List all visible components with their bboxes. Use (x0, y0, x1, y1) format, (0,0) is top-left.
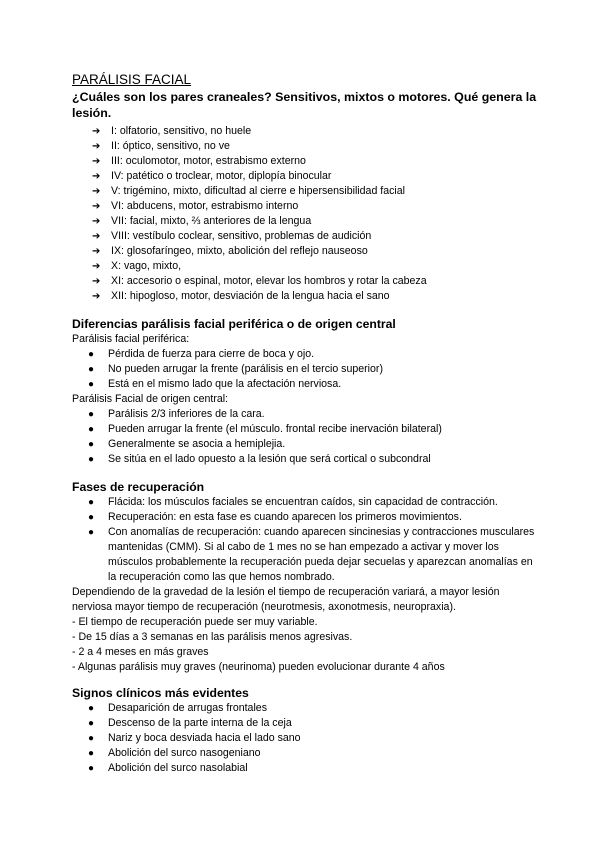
signs-heading: Signos clínicos más evidentes (72, 686, 249, 700)
arrow-icon: ➔ (92, 246, 101, 257)
list-item: ● Desaparición de arrugas frontales (88, 702, 267, 714)
peripheral-label: Parálisis facial periférica: (72, 333, 190, 345)
list-item: ➔ XI: accesorio o espinal, motor, elevar los hombros y rotar la cabeza (92, 275, 427, 287)
list-item: ● Recuperación: en esta fase es cuando aparecen los primeros movimientos. (88, 511, 462, 523)
arrow-icon: ➔ (92, 141, 101, 152)
arrow-icon: ➔ (92, 276, 101, 287)
list-item: ➔ XII: hipogloso, motor, desviación de la lengua hacia el sano (92, 290, 390, 302)
recovery-paragraph: Dependiendo de la gravedad de la lesión el tiempo de recuperación variará, a mayor lesión nerviosa mayor tiempo de recuperación (neurotmesis, axonotmesis, neuropraxia). (72, 586, 500, 613)
list-item: ➔ VII: facial, mixto, ⅔ anteriores de la lengua (92, 215, 312, 227)
bullet-icon: ● (88, 439, 95, 450)
arrow-icon: ➔ (92, 291, 101, 302)
differences-heading: Diferencias parálisis facial periférica o de origen central (72, 317, 396, 331)
bullet-icon: ● (88, 512, 95, 523)
document-title: PARÁLISIS FACIAL (72, 72, 192, 87)
list-item: ● Abolición del surco nasogeniano (88, 747, 261, 759)
bullet-icon: ● (88, 454, 95, 465)
list-item: ● Pueden arrugar la frente (el músculo. frontal recibe inervación bilateral) (88, 423, 442, 435)
arrow-icon: ➔ (92, 216, 101, 227)
list-item: ➔ III: oculomotor, motor, estrabismo externo (92, 155, 306, 167)
arrow-icon: ➔ (92, 156, 101, 167)
central-list (72, 407, 542, 467)
arrow-icon: ➔ (92, 261, 101, 272)
question-heading: ¿Cuáles son los pares craneales? Sensitivos, mixtos o motores. Qué genera la lesión. (72, 90, 537, 120)
arrow-icon: ➔ (92, 231, 101, 242)
bullet-icon: ● (88, 497, 95, 508)
recovery-list (72, 495, 542, 585)
bullet-icon: ● (88, 703, 95, 714)
list-item: ● Está en el mismo lado que la afectación nerviosa. (88, 378, 342, 390)
list-item: ● Flácida: los músculos faciales se encuentran caídos, sin capacidad de contracción. (88, 496, 498, 508)
bullet-icon: ● (88, 718, 95, 729)
bullet-icon: ● (88, 527, 95, 538)
list-item: ● Nariz y boca desviada hacia el lado sano (88, 732, 301, 744)
list-item: ➔ I: olfatorio, sensitivo, no huele (92, 125, 252, 137)
peripheral-list (72, 347, 542, 392)
list-item: ● Con anomalías de recuperación: cuando aparecen sincinesias y contracciones musculares mantenidas (CMM). Si al cabo de 1 mes no se han empezado a activar y mover los músculos probablemente la recuperación pueda dejar secuelas y aparezcan anomalías en la recuperación como las que hemos nombrado. (88, 526, 535, 583)
arrow-icon: ➔ (92, 126, 101, 137)
list-item: ● Generalmente se asocia a hemiplejia. (88, 438, 286, 450)
list-item: ➔ II: óptico, sensitivo, no ve (92, 140, 230, 152)
signs-list (72, 701, 542, 776)
list-item: ➔ VI: abducens, motor, estrabismo interno (92, 200, 299, 212)
bullet-icon: ● (88, 733, 95, 744)
list-item: ● No pueden arrugar la frente (parálisis en el tercio superior) (88, 363, 383, 375)
list-item: ● Parálisis 2/3 inferiores de la cara. (88, 408, 265, 420)
recovery-heading: Fases de recuperación (72, 480, 205, 494)
recovery-note: - El tiempo de recuperación puede ser muy variable. (72, 616, 318, 628)
arrow-icon: ➔ (92, 186, 101, 197)
bullet-icon: ● (88, 379, 95, 390)
arrow-icon: ➔ (92, 201, 101, 212)
bullet-icon: ● (88, 409, 95, 420)
list-item: ➔ IV: patético o troclear, motor, diplopía binocular (92, 170, 332, 182)
bullet-icon: ● (88, 748, 95, 759)
list-item: ➔ X: vago, mixto, (92, 260, 182, 272)
bullet-icon: ● (88, 364, 95, 375)
recovery-note: - 2 a 4 meses en más graves (72, 646, 209, 658)
list-item: ➔ V: trigémino, mixto, dificultad al cierre e hipersensibilidad facial (92, 185, 406, 197)
arrow-icon: ➔ (92, 171, 101, 182)
bullet-icon: ● (88, 763, 95, 774)
bullet-icon: ● (88, 349, 95, 360)
recovery-note: - Algunas parálisis muy graves (neurinoma) pueden evolucionar durante 4 años (72, 661, 445, 673)
list-item: ● Abolición del surco nasolabial (88, 762, 248, 774)
list-item: ● Se sitúa en el lado opuesto a la lesión que será cortical o subcondral (88, 453, 431, 465)
list-item: ● Descenso de la parte interna de la ceja (88, 717, 292, 729)
list-item: ➔ IX: glosofaríngeo, mixto, abolición del reflejo nauseoso (92, 245, 368, 257)
cranial-nerves-list (72, 124, 542, 304)
recovery-note: - De 15 días a 3 semanas en las parálisis menos agresivas. (72, 631, 353, 643)
bullet-icon: ● (88, 424, 95, 435)
list-item: ➔ VIII: vestíbulo coclear, sensitivo, problemas de audición (92, 230, 372, 242)
list-item: ● Pérdida de fuerza para cierre de boca y ojo. (88, 348, 315, 360)
central-label: Parálisis Facial de origen central: (72, 393, 229, 405)
document-page (72, 71, 542, 776)
